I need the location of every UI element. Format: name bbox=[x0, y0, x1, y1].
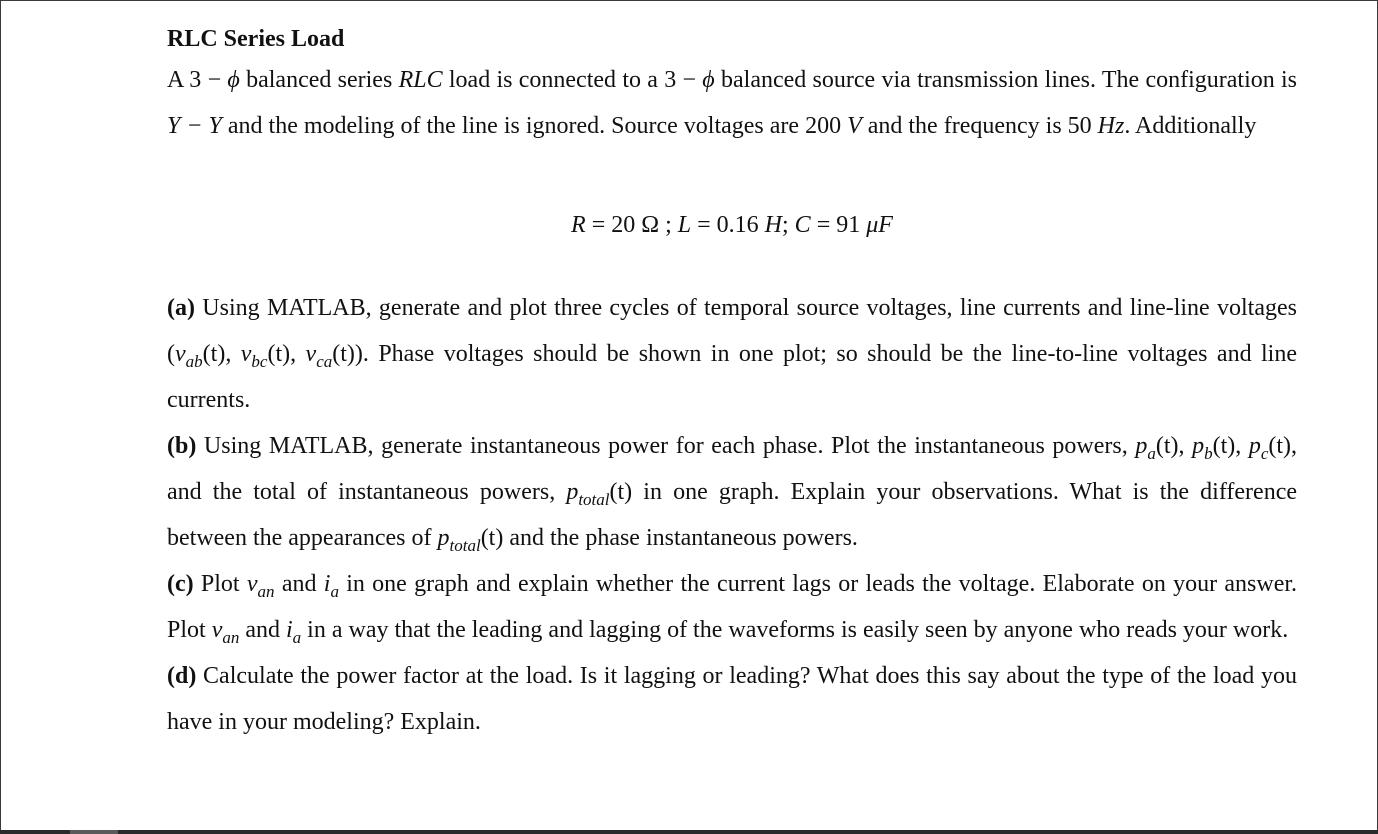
capacitance-value: = 91 bbox=[810, 212, 867, 238]
yy-config: Y − Y bbox=[167, 113, 222, 139]
subscript: ab bbox=[185, 352, 203, 371]
var-v: v bbox=[211, 617, 223, 643]
subscript: ca bbox=[316, 352, 333, 371]
microfarad-unit: μF bbox=[866, 212, 893, 238]
part-a-label: (a) bbox=[167, 295, 195, 321]
equation-separator: ; bbox=[659, 212, 678, 238]
function-arg: (t) bbox=[267, 341, 291, 367]
comma: , bbox=[225, 341, 241, 367]
component-values-equation bbox=[167, 205, 1297, 245]
part-a-text: ). Phase voltages should be shown in one plot; so should be the line-to-line voltages and line currents. bbox=[167, 341, 1298, 413]
subscript: a bbox=[1147, 444, 1156, 463]
inductance-symbol: L bbox=[677, 212, 692, 238]
resistance-value: = 20 Ω bbox=[585, 212, 660, 238]
function-arg: (t) bbox=[332, 341, 355, 367]
var-p: p bbox=[1248, 433, 1261, 459]
subscript: total bbox=[578, 490, 610, 509]
subscript: bc bbox=[251, 352, 268, 371]
var-p: p bbox=[437, 525, 450, 551]
hertz-unit: Hz bbox=[1097, 113, 1125, 139]
comma: , bbox=[290, 341, 306, 367]
var-p: p bbox=[566, 479, 579, 505]
part-a-text: Using MATLAB, generate and plot three cycles of temporal source voltages, line currents and line-line voltages ( bbox=[167, 295, 1297, 367]
part-b-text: and the phase instantaneous powers. bbox=[503, 525, 858, 551]
intro-text: load is connected to a 3 − bbox=[442, 67, 703, 93]
inductance-value: = 0.16 bbox=[691, 212, 765, 238]
function-arg: (t) bbox=[480, 525, 504, 551]
intro-text: . Additionally bbox=[1124, 113, 1257, 139]
part-b-text: in one graph. Explain your observations. What is the difference between the appearances of bbox=[167, 479, 1298, 551]
resistance-symbol: R bbox=[571, 212, 586, 238]
part-b-label: (b) bbox=[167, 433, 197, 459]
subscript: b bbox=[1204, 444, 1213, 463]
function-arg: (t) bbox=[1268, 433, 1292, 459]
intro-text: and the modeling of the line is ignored. Source voltages are 200 bbox=[221, 113, 848, 139]
intro-text: balanced series bbox=[239, 67, 399, 93]
phi-symbol: ϕ bbox=[702, 67, 715, 93]
var-i: i bbox=[323, 571, 331, 597]
subscript: c bbox=[1260, 444, 1269, 463]
subscript: a bbox=[330, 582, 339, 601]
intro-text: A 3 − bbox=[167, 67, 228, 93]
subscript: an bbox=[222, 628, 240, 647]
part-c-text: and bbox=[274, 571, 324, 597]
horizontal-scrollbar[interactable] bbox=[0, 830, 1378, 834]
part-c-text: in a way that the leading and lagging of the waveforms is easily seen by anyone who reads your work. bbox=[301, 617, 1289, 643]
part-b-text: Using MATLAB, generate instantaneous power for each phase. Plot the instantaneous powers, bbox=[196, 433, 1136, 459]
henry-unit: H bbox=[764, 212, 782, 238]
part-c-text: and bbox=[239, 617, 286, 643]
part-a bbox=[167, 285, 1297, 423]
intro-paragraph bbox=[167, 57, 1297, 149]
section-title: RLC Series Load bbox=[167, 26, 345, 52]
intro-text: balanced source via transmission lines. The configuration is bbox=[714, 67, 1298, 93]
document-page bbox=[167, 21, 1297, 745]
subscript: a bbox=[292, 628, 302, 647]
phi-symbol: ϕ bbox=[227, 67, 240, 93]
function-arg: (t) bbox=[609, 479, 633, 505]
function-arg: (t) bbox=[1212, 433, 1236, 459]
function-arg: (t) bbox=[202, 341, 226, 367]
volt-unit: V bbox=[847, 113, 862, 139]
part-c-label: (c) bbox=[167, 571, 194, 597]
var-i: i bbox=[286, 617, 293, 643]
var-v: v bbox=[175, 341, 186, 367]
intro-text: and the frequency is 50 bbox=[861, 113, 1098, 139]
subscript: an bbox=[257, 582, 275, 601]
part-c-text: Plot bbox=[193, 571, 247, 597]
part-d-label: (d) bbox=[167, 663, 197, 689]
comma: , bbox=[1178, 433, 1193, 459]
function-arg: (t) bbox=[1155, 433, 1179, 459]
part-c-text: in one graph and explain whether the current lags or leads the voltage. Elaborate on your answer. Plot bbox=[167, 571, 1298, 643]
scrollbar-thumb[interactable] bbox=[70, 830, 118, 834]
var-v: v bbox=[246, 571, 258, 597]
capacitance-symbol: C bbox=[794, 212, 811, 238]
comma: , bbox=[1235, 433, 1249, 459]
equation-separator: ; bbox=[782, 212, 795, 238]
var-v: v bbox=[305, 341, 317, 367]
part-b bbox=[167, 423, 1297, 561]
part-d bbox=[167, 653, 1297, 745]
part-d-text: Calculate the power factor at the load. Is it lagging or leading? What does this say about the type of the load you have in your modeling? Explain. bbox=[167, 663, 1297, 735]
part-c bbox=[167, 561, 1297, 653]
var-p: p bbox=[1192, 433, 1205, 459]
part-b-text: , and the total of instantaneous powers, bbox=[167, 433, 1298, 505]
subscript: total bbox=[449, 536, 481, 555]
var-p: p bbox=[1135, 433, 1148, 459]
rlc-symbol: RLC bbox=[398, 67, 443, 93]
var-v: v bbox=[240, 341, 252, 367]
